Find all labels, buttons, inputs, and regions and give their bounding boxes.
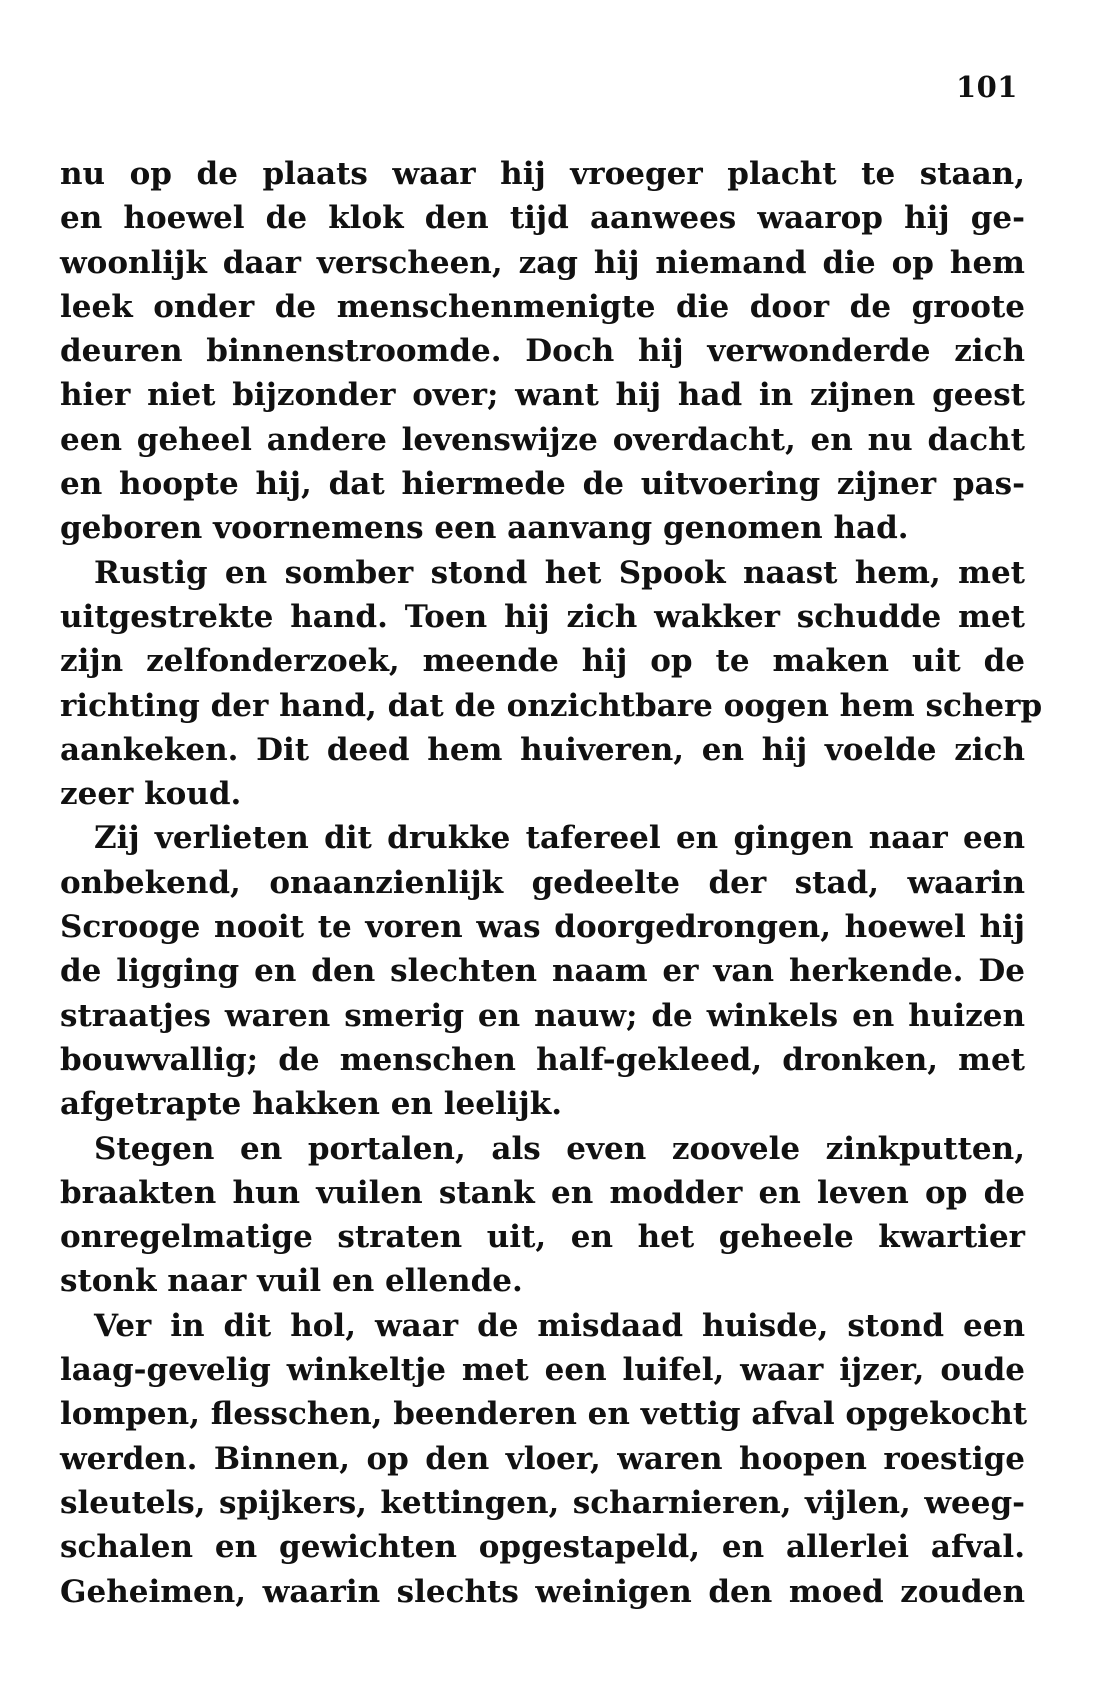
text-line: uitgestrekte hand. Toen hij zich wakker schudde met [60,598,1025,635]
text-line: schalen en gewichten opgestapeld, en allerlei afval. [60,1529,1025,1566]
paragraph-start-line: Stegen en portalen, als even zoovele zinkputten, [94,1130,1025,1167]
paragraph-start-line: Rustig en somber stond het Spook naast hem, met [94,554,1025,591]
text-line: sleutels, spijkers, kettingen, scharnieren, vijlen, weeg- [60,1484,1025,1521]
paragraph-start-line: Ver in dit hol, waar de misdaad huisde, stond een [94,1307,1025,1344]
text-line: braakten hun vuilen stank en modder en leven op de [60,1174,1025,1211]
text-line: zijn zelfonderzoek, meende hij op te maken uit de [60,643,1025,680]
text-line: richting der hand, dat de onzichtbare oogen hem scherp [60,687,1043,724]
text-line: woonlijk daar verscheen, zag hij niemand die op hem [60,244,1025,281]
text-line: deuren binnenstroomde. Doch hij verwonderde zich [60,333,1025,370]
body-text [60,152,1043,1614]
text-line: zeer koud. [60,776,242,813]
text-line: de ligging en den slechten naam er van herkende. De [60,953,1025,990]
text-line: laag-gevelig winkeltje met een luifel, waar ijzer, oude [60,1352,1025,1389]
text-line: Geheimen, waarin slechts weinigen den moed zouden [60,1573,1025,1610]
text-line: geboren voornemens een aanvang genomen had. [60,510,909,547]
text-line: hier niet bijzonder over; want hij had in zijnen geest [60,377,1025,414]
paragraph-start-line: Zij verlieten dit drukke tafereel en gingen naar een [94,820,1025,857]
page-number: 101 [955,70,1018,104]
text-line: aankeken. Dit deed hem huiveren, en hij voelde zich [60,731,1025,768]
text-line: leek onder de menschenmenigte die door de groote [60,288,1025,325]
text-line: lompen, flesschen, beenderen en vettig afval opgekocht [60,1396,1028,1433]
text-line: en hoewel de klok den tijd aanwees waarop hij ge- [60,200,1025,237]
text-line: nu op de plaats waar hij vroeger placht te staan, [60,156,1025,192]
text-line: een geheel andere levenswijze overdacht, en nu dacht [60,421,1025,458]
text-line: onbekend, onaanzienlijk gedeelte der stad, waarin [60,864,1025,901]
text-line: en hoopte hij, dat hiermede de uitvoering zijner pas- [60,466,1025,503]
text-line: straatjes waren smerig en nauw; de winkels en huizen [60,997,1025,1034]
text-line: onregelmatige straten uit, en het geheele kwartier [60,1219,1025,1256]
text-line: Scrooge nooit te voren was doorgedrongen, hoewel hij [60,909,1025,946]
text-line: stonk naar vuil en ellende. [60,1263,523,1300]
text-line: afgetrapte hakken en leelijk. [60,1086,563,1123]
text-line: werden. Binnen, op den vloer, waren hoopen roestige [60,1440,1025,1477]
text-line: bouwvallig; de menschen half-gekleed, dronken, met [60,1041,1025,1078]
